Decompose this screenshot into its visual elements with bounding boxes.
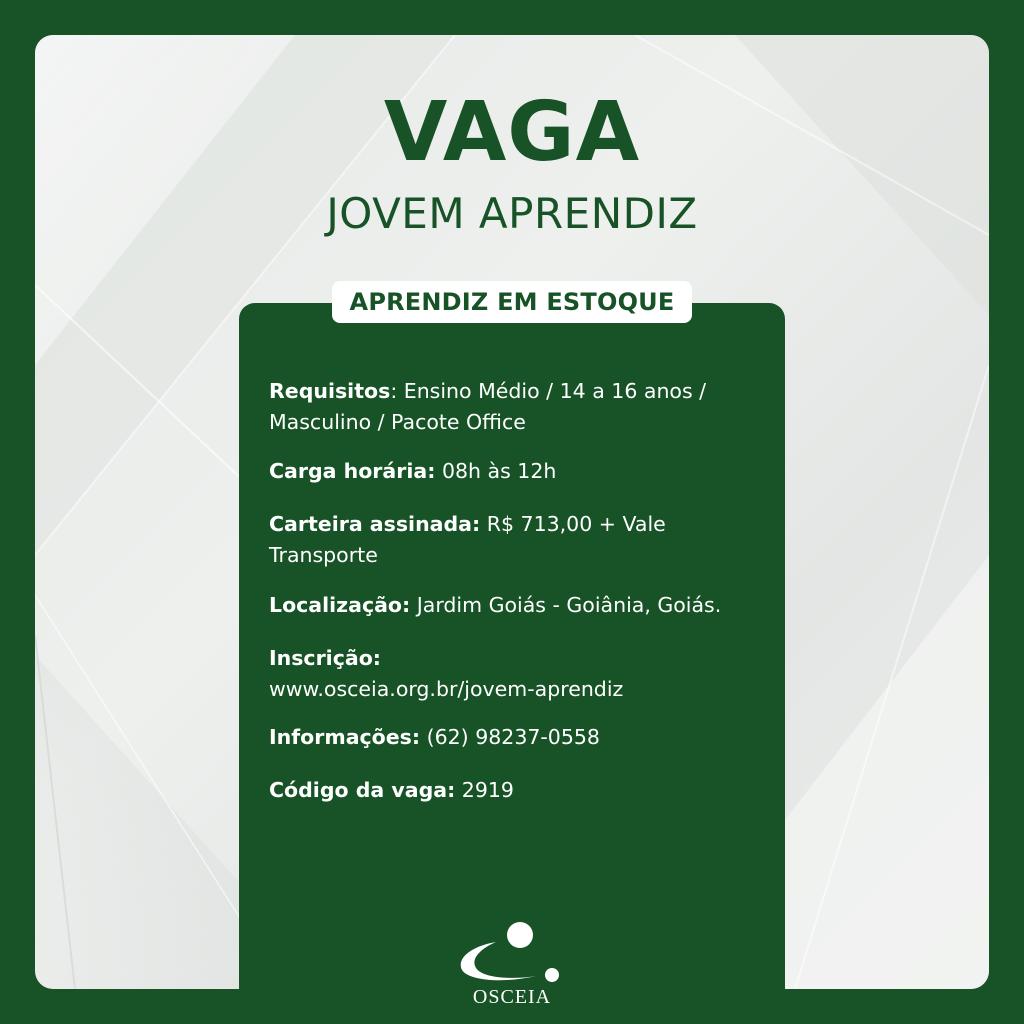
carga-value: 08h às 12h	[435, 459, 557, 483]
headline-title: VAGA	[383, 85, 641, 180]
informacoes-row	[269, 722, 749, 753]
codigo-label: Código da vaga:	[269, 778, 456, 802]
carga-label: Carga horária:	[269, 459, 436, 483]
codigo-value: 2919	[455, 778, 514, 802]
osceia-logo-text: OSCEIA	[472, 986, 552, 1008]
carteira-label: Carteira assinada:	[269, 512, 481, 536]
localizacao-label: Localização:	[269, 593, 411, 617]
informacoes-label: Informações:	[269, 725, 421, 749]
requisitos-value: : Ensino Médio / 14 a 16 anos / Masculino / Pacote Office	[269, 379, 707, 434]
inscricao-row	[269, 643, 749, 705]
localizacao-value: Jardim Goiás - Goiânia, Goiás.	[410, 593, 722, 617]
codigo-row	[269, 775, 749, 806]
carteira-value: R$ 713,00 + Vale Transporte	[269, 512, 666, 567]
requisitos-row	[269, 376, 749, 438]
carteira-row	[269, 509, 689, 571]
inscricao-label: Inscrição:	[269, 646, 381, 670]
localizacao-row	[269, 590, 769, 621]
informacoes-phone[interactable]: (62) 98237-0558	[420, 725, 600, 749]
carga-row	[269, 456, 749, 487]
requisitos-label: Requisitos	[269, 379, 391, 403]
inscricao-link[interactable]: www.osceia.org.br/jovem-aprendiz	[269, 677, 624, 701]
headline-subtitle: JOVEM APRENDIZ	[326, 189, 698, 238]
job-title-badge: APRENDIZ EM ESTOQUE	[332, 281, 692, 323]
